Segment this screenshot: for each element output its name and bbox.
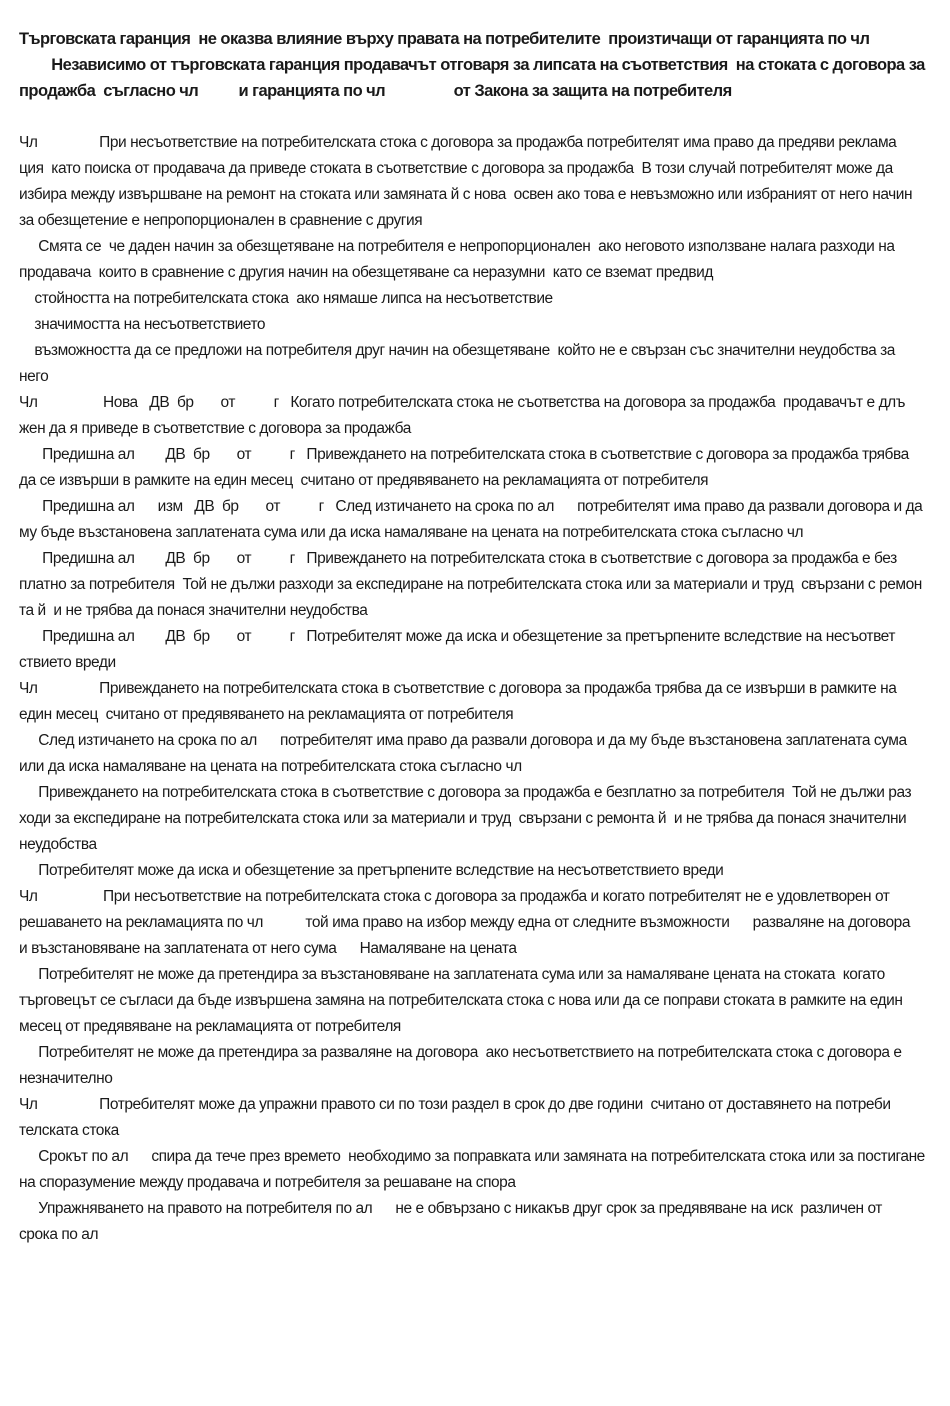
text-line: да се извърши в рамките на един месец считано от предявяването на рекламацията от потребителя bbox=[19, 472, 709, 489]
text-line: възможността да се предложи на потребителя друг начин на обезщетяване който не е свързан със значителни неудобства за bbox=[19, 342, 895, 359]
text-line: решаването на рекламацията по чл той има право на избор между една от следните възможности разваляне на договора bbox=[19, 914, 910, 931]
text-line: Предишна ал ДВ бр от г Привеждането на потребителската стока в съответствие с договора за продажба е без bbox=[19, 550, 897, 567]
text-line: Упражняването на правото на потребителя по ал не е обвързано с никакъв друг срок за предявяване на иск различен от bbox=[19, 1200, 882, 1217]
text-line: Чл При несъответствие на потребителската стока с договора за продажба и когато потребителят не е удовлетворен от bbox=[19, 888, 890, 905]
text-line: един месец считано от предявяването на рекламацията от потребителя bbox=[19, 706, 514, 723]
text-line: Потребителят може да иска и обезщетение за претърпените вследствие на несъответствието вреди bbox=[19, 862, 724, 879]
text-line: значимостта на несъответствието bbox=[19, 316, 266, 333]
text-line: платно за потребителя Той не дължи разходи за експедиране на потребителската стока или за материали и труд свързани с ремон bbox=[19, 576, 922, 593]
text-line: телската стока bbox=[19, 1122, 119, 1139]
text-line: продавача които в сравнение с другия начин на обезщетяване са неразумни като се вземат предвид bbox=[19, 264, 713, 281]
heading-line: продажба съгласно чл и гаранцията по чл от Закона за защита на потребителя bbox=[19, 82, 732, 100]
paragraph-gap bbox=[19, 104, 931, 130]
text-line: неудобства bbox=[19, 836, 97, 853]
text-line: Потребителят не може да претендира за разваляне на договора ако несъответствието на потребителската стока с договора е bbox=[19, 1044, 902, 1061]
text-line: Предишна ал ДВ бр от г Привеждането на потребителската стока в съответствие с договора за продажба трябва bbox=[19, 446, 909, 463]
text-line: и възстановяване на заплатената от него сума Намаляване на цената bbox=[19, 940, 517, 957]
text-line: Чл Привеждането на потребителската стока в съответствие с договора за продажба трябва да се извърши в рамките на bbox=[19, 680, 897, 697]
text-line: Привеждането на потребителската стока в съответствие с договора за продажба е безплатно за потребителя Той не дължи раз bbox=[19, 784, 912, 801]
text-line: на споразумение между продавача и потребителя за решаване на спора bbox=[19, 1174, 516, 1191]
text-line: му бъде възстановена заплатената сума или да иска намаляване на цената на потребителската стока съгласно чл bbox=[19, 524, 804, 541]
document-page bbox=[19, 26, 931, 1248]
text-line: търговецът се съгласи да бъде извършена замяна на потребителската стока с нова или да се поправи стоката в рамките на един bbox=[19, 992, 903, 1009]
text-line: жен да я приведе в съответствие с договора за продажба bbox=[19, 420, 411, 437]
document-heading bbox=[19, 26, 931, 104]
text-line: та й и не трябва да понася значителни неудобства bbox=[19, 602, 368, 619]
text-line: Предишна ал ДВ бр от г Потребителят може да иска и обезщетение за претърпените вследствие на несъответ bbox=[19, 628, 895, 645]
text-line: Потребителят не може да претендира за възстановяване на заплатената сума или за намаляване цената на стоката когато bbox=[19, 966, 885, 983]
text-line: срока по ал bbox=[19, 1226, 99, 1243]
text-line: ция като поиска от продавача да приведе стоката в съответствие с договора за продажба В този случай потребителят може да bbox=[19, 160, 893, 177]
text-line: за обезщетение е непропорционален в сравнение с другия bbox=[19, 212, 423, 229]
text-line: Смята се че даден начин за обезщетяване на потребителя е непропорционален ако неговото използване налага разходи на bbox=[19, 238, 895, 255]
text-line: ходи за експедиране на потребителската стока или за материали и труд свързани с ремонта й и не трябва да понася значителни bbox=[19, 810, 907, 827]
text-line: Чл При несъответствие на потребителската стока с договора за продажба потребителят има право да предяви реклама bbox=[19, 134, 897, 151]
text-line: месец от предявяване на рекламацията от потребителя bbox=[19, 1018, 401, 1035]
text-line: Срокът по ал спира да тече през времето необходимо за поправката или замяната на потребителската стока или за постигане bbox=[19, 1148, 925, 1165]
heading-line: Независимо от търговската гаранция продавачът отговаря за липсата на съответствия на стоката с договора за bbox=[19, 56, 925, 74]
text-line: избира между извършване на ремонт на стоката или замяната й с нова освен ако това е невъзможно или избраният от него начин bbox=[19, 186, 913, 203]
text-line: незначително bbox=[19, 1070, 113, 1087]
heading-line: Търговската гаранция не оказва влияние върху правата на потребителите произтичащи от гаранцията по чл bbox=[19, 30, 870, 48]
text-line: него bbox=[19, 368, 49, 385]
text-line: След изтичането на срока по ал потребителят има право да развали договора и да му бъде възстановена заплатената сума bbox=[19, 732, 907, 749]
text-line: Чл Потребителят може да упражни правото си по този раздел в срок до две години считано от доставянето на потреби bbox=[19, 1096, 891, 1113]
text-line: или да иска намаляване на цената на потребителската стока съгласно чл bbox=[19, 758, 522, 775]
text-line: ствието вреди bbox=[19, 654, 116, 671]
text-line: стойността на потребителската стока ако нямаше липса на несъответствие bbox=[19, 290, 553, 307]
document-body bbox=[19, 130, 931, 1248]
text-line: Чл Нова ДВ бр от г Когато потребителската стока не съответства на договора за продажба продавачът е длъ bbox=[19, 394, 905, 411]
text-line: Предишна ал изм ДВ бр от г След изтичането на срока по ал потребителят има право да развали договора и да bbox=[19, 498, 923, 515]
